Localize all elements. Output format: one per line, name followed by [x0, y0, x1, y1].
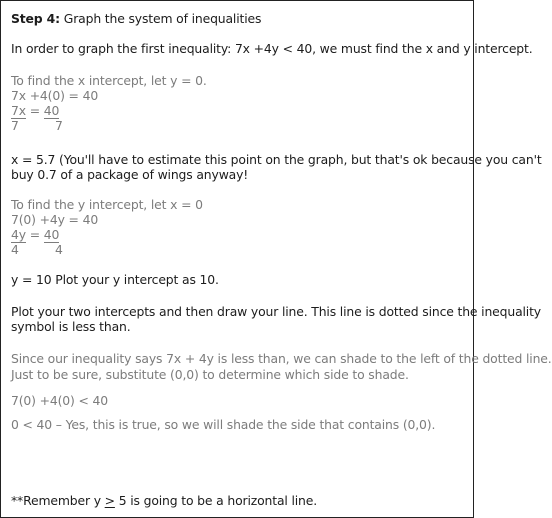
x-intercept-equation: 7x +4(0) = 40	[11, 88, 99, 103]
step-heading	[11, 11, 261, 26]
x-denominator-left: 7	[11, 118, 19, 133]
x-division-numerator-left: 7x	[11, 103, 26, 118]
step-title: Graph the system of inequalities	[63, 11, 262, 26]
reminder-symbol: >	[104, 493, 115, 508]
y-intercept-instruction: To find the y intercept, let x = 0	[11, 197, 203, 212]
y-denominator-right: 4	[55, 242, 63, 257]
y-intercept-division	[11, 227, 59, 242]
reminder-prefix: **Remember y	[11, 493, 105, 508]
plot-text-line1: Plot your two intercepts and then draw your line. This line is dotted since the inequality	[11, 304, 541, 319]
x-division-numerator-right: 40	[43, 103, 60, 118]
shade-text-line1: Since our inequality says 7x + 4y is less than, we can shade to the left of the dotted line.	[11, 351, 552, 366]
x-intercept-result-cont: buy 0.7 of a package of wings anyway!	[11, 167, 249, 182]
reminder-suffix: 5 is going to be a horizontal line.	[114, 493, 318, 508]
intro-text: In order to graph the first inequality: 7x +4y < 40, we must find the x and y intercept.	[11, 41, 533, 56]
step-label: Step 4:	[11, 11, 60, 26]
x-division-equals: =	[25, 103, 44, 118]
y-division-numerator-right: 40	[43, 227, 60, 242]
origin-check: 7(0) +4(0) < 40	[11, 393, 108, 408]
reminder-note	[11, 493, 317, 508]
y-intercept-denominators	[11, 242, 63, 257]
y-intercept-result: y = 10 Plot your y intercept as 10.	[11, 272, 219, 287]
y-division-equals: =	[25, 227, 44, 242]
y-intercept-equation: 7(0) +4y = 40	[11, 212, 99, 227]
x-intercept-division	[11, 103, 59, 118]
x-intercept-instruction: To find the x intercept, let y = 0.	[11, 73, 207, 88]
shade-text-line2: Just to be sure, substitute (0,0) to determine which side to shade.	[11, 367, 409, 382]
x-intercept-result: x = 5.7 (You'll have to estimate this point on the graph, but that's ok because you can't	[11, 152, 542, 167]
plot-text-line2: symbol is less than.	[11, 319, 131, 334]
shade-conclusion: 0 < 40 – Yes, this is true, so we will shade the side that contains (0,0).	[11, 417, 436, 432]
y-division-numerator-left: 4y	[11, 227, 26, 242]
x-denominator-right: 7	[55, 118, 63, 133]
x-intercept-denominators	[11, 118, 63, 133]
y-denominator-left: 4	[11, 242, 19, 257]
